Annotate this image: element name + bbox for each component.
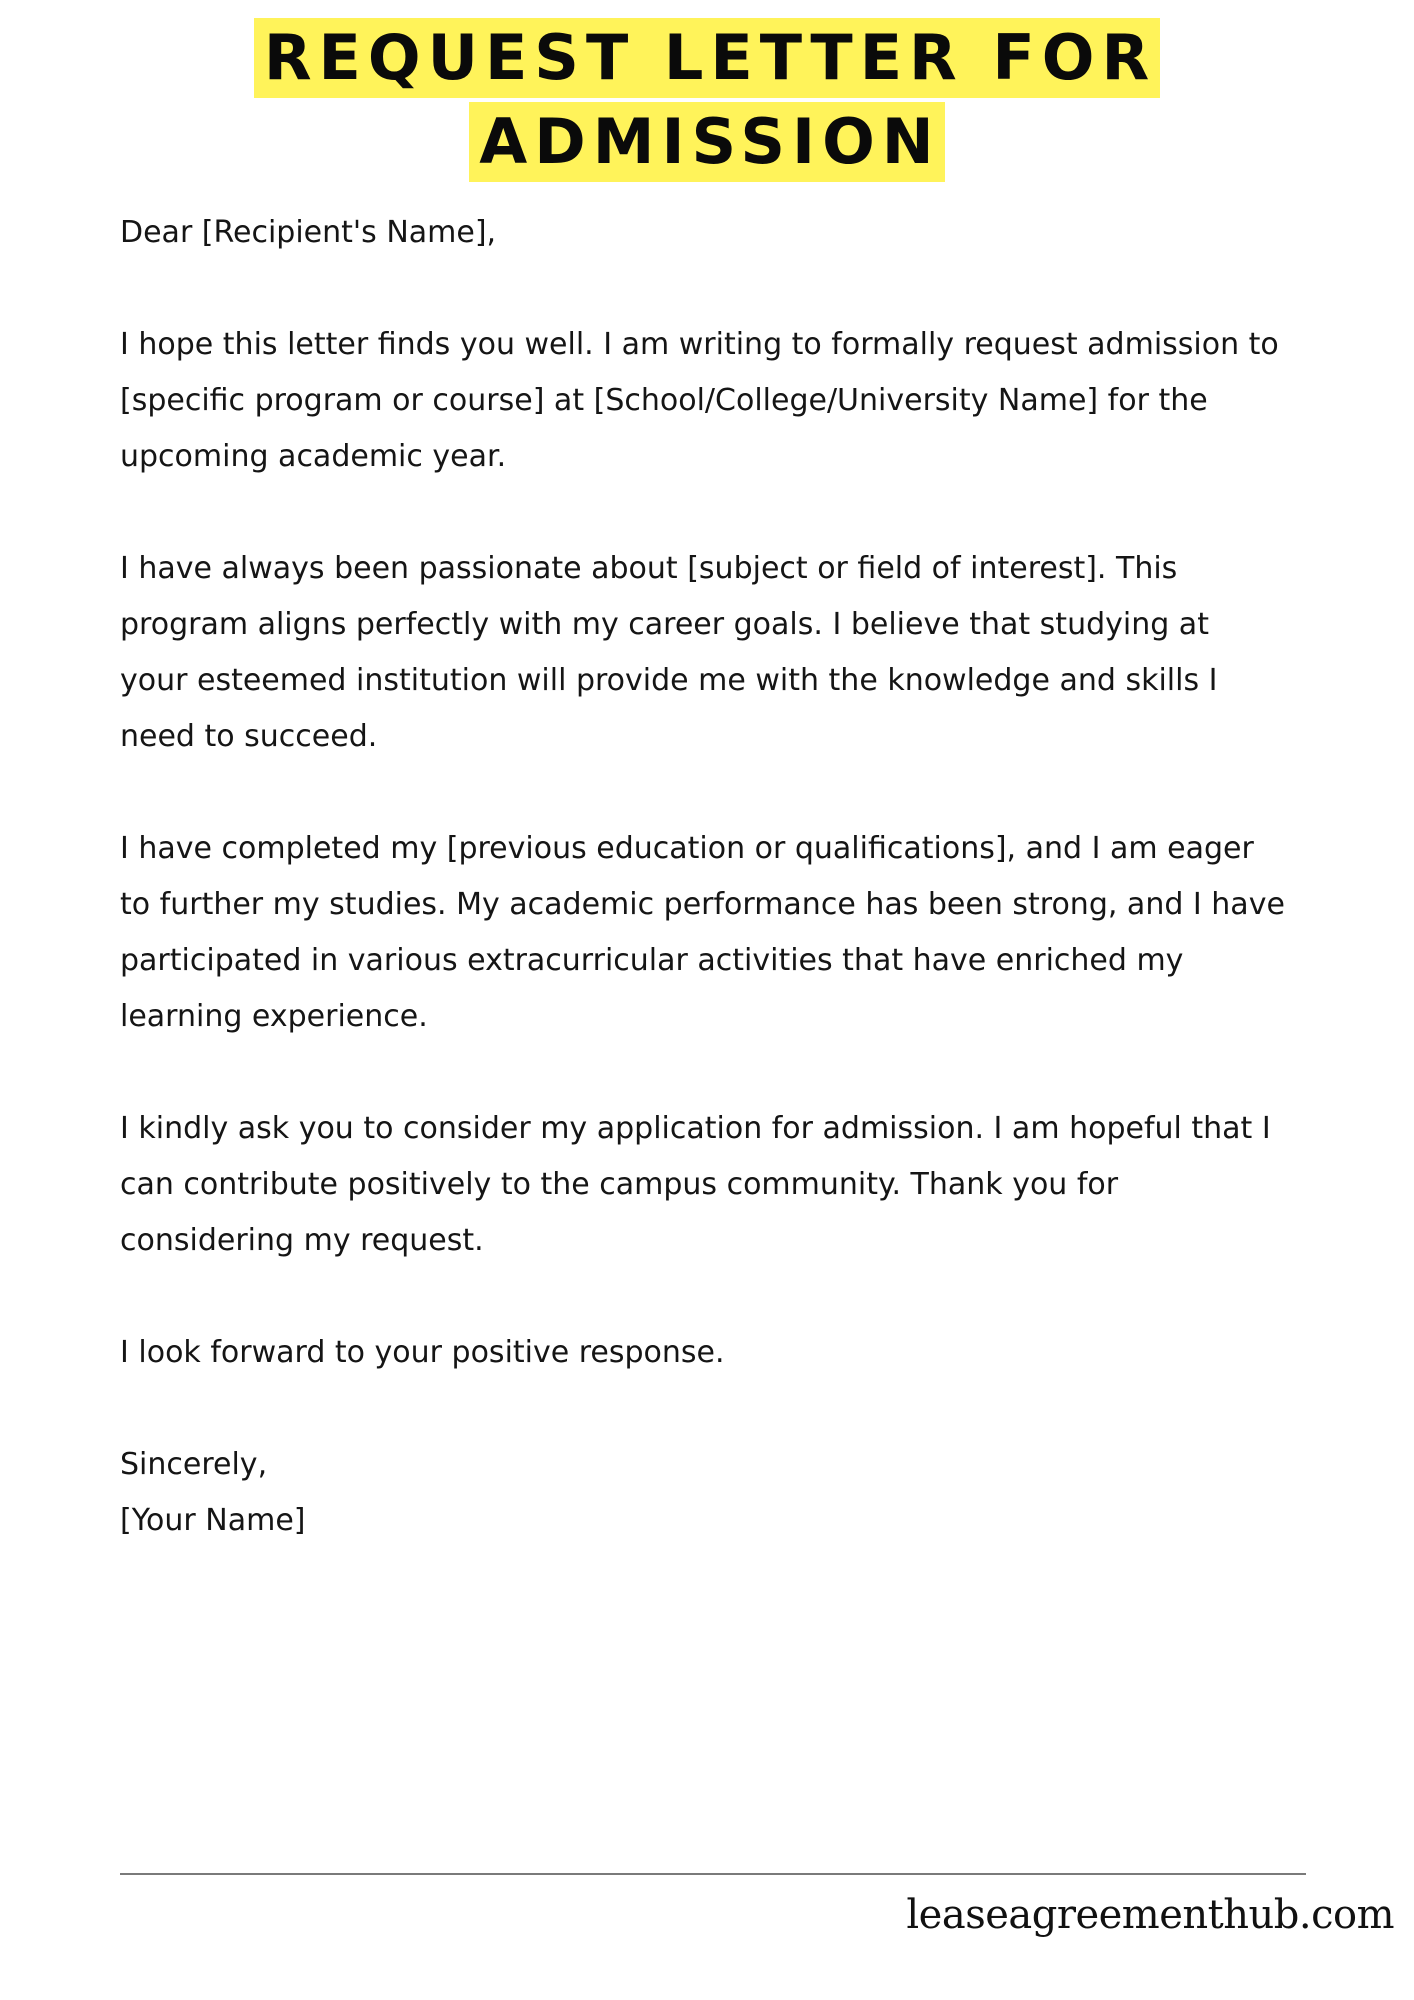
paragraph-3: I have completed my [previous education or qualifications], and I am eager to further my studies. My academic performance has been strong, and I have participated in various extracurricular activities that have enriched my learning experience. [120,831,1285,1034]
footer-brand: leaseagreementhub.com [906,1892,1394,1938]
closing: Sincerely, [120,1447,268,1482]
paragraph-2: I have always been passionate about [subject or field of interest]. This program aligns perfectly with my career goals. I believe that studying at your esteemed institution will provide me with the knowledge and skills I need to succeed. [120,551,1218,754]
salutation: Dear [Recipient's Name], [120,215,497,250]
letter-body [120,205,1320,1549]
letter-title [0,18,1414,182]
paragraph-1: I hope this letter finds you well. I am writing to formally request admission to [specific program or course] at [School/College/University Name] for the upcoming academic year. [120,327,1279,474]
signature: [Your Name] [120,1503,306,1538]
footer-divider [120,1873,1306,1875]
title-line-2: ADMISSION [469,102,944,182]
title-line-1: REQUEST LETTER FOR [254,18,1160,98]
paragraph-4: I kindly ask you to consider my application for admission. I am hopeful that I can contribute positively to the campus community. Thank you for considering my request. [120,1111,1271,1258]
paragraph-5: I look forward to your positive response. [120,1335,725,1370]
